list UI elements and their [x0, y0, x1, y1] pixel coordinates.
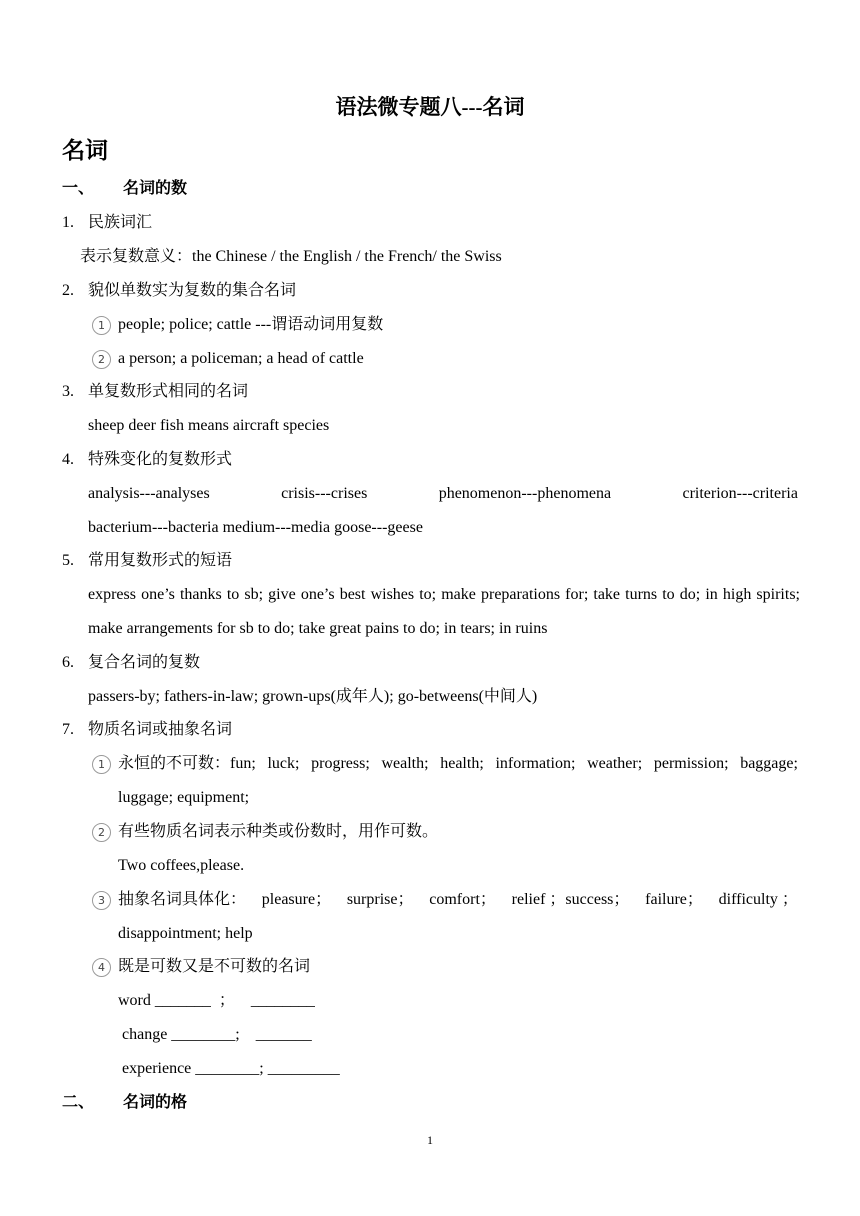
- item-7-label: 物质名词或抽象名词: [88, 721, 233, 738]
- item-6-label: 复合名词的复数: [88, 654, 201, 671]
- item-7-sub-4: 既是可数又是不可数的名词: [118, 958, 311, 975]
- item-7: [62, 720, 233, 740]
- uncountable-word: luck;: [267, 755, 300, 772]
- item-5-number: 5.: [62, 552, 74, 569]
- abstract-word: failure；: [645, 891, 703, 908]
- item-3-number: 3.: [62, 383, 74, 400]
- uncountable-word: baggage;: [740, 755, 798, 772]
- item-1-number: 1.: [62, 214, 74, 231]
- section-2-number: 二、: [62, 1094, 95, 1111]
- item-2: [62, 281, 297, 301]
- item-1: [62, 213, 153, 233]
- uncountable-word: progress;: [311, 755, 370, 772]
- plural-pair: criterion---criteria: [682, 485, 798, 502]
- plural-pair: analysis---analyses: [88, 485, 210, 502]
- item-6: [62, 653, 201, 673]
- circled-number-1-marker: 1: [92, 755, 111, 774]
- uncountable-word: permission;: [653, 755, 729, 772]
- item-1-text: 表示复数意义：the Chinese / the English / the French/ the Swiss: [80, 248, 502, 265]
- abstract-word: surprise；: [346, 891, 414, 908]
- page-number: 1: [427, 1133, 433, 1147]
- item-1-label: 民族词汇: [88, 214, 153, 231]
- section-2-label: 名词的格: [123, 1094, 188, 1111]
- section-1: [62, 179, 188, 199]
- fill-blank-row: word _______ ； ________: [118, 992, 315, 1009]
- abstract-word: 抽象名词具体化：: [118, 891, 247, 908]
- item-3-text: sheep deer fish means aircraft species: [88, 417, 330, 434]
- fill-blank-row: experience ________; _________: [118, 1060, 340, 1077]
- abstract-word: difficulty ；: [718, 891, 798, 908]
- section-heading: 名词: [62, 138, 108, 163]
- item-7-sub-3-line-1: [118, 890, 798, 910]
- uncountable-word: 永恒的不可数：fun;: [118, 755, 256, 772]
- item-7-sub-1-line-1: [118, 754, 798, 774]
- item-2-sub-1: people; police; cattle ---谓语动词用复数: [118, 316, 384, 333]
- uncountable-word: health;: [440, 755, 484, 772]
- item-4: [62, 450, 233, 470]
- circled-number-2-marker: 2: [92, 350, 111, 369]
- abstract-word: pleasure；: [261, 891, 332, 908]
- item-2-label: 貌似单数实为复数的集合名词: [88, 282, 297, 299]
- circled-number-3-marker: 3: [92, 891, 111, 910]
- item-7-number: 7.: [62, 721, 74, 738]
- circled-number-2-marker: 2: [92, 823, 111, 842]
- abstract-word: comfort；: [429, 891, 496, 908]
- item-4-row-2: bacterium---bacteria medium---media goose---geese: [88, 519, 423, 536]
- uncountable-word: wealth;: [381, 755, 429, 772]
- item-5-label: 常用复数形式的短语: [88, 552, 233, 569]
- item-4-number: 4.: [62, 451, 74, 468]
- plural-pair: crisis---crises: [281, 485, 368, 502]
- circled-number-1-marker: 1: [92, 316, 111, 335]
- circled-number-4-marker: 4: [92, 958, 111, 977]
- item-4-row-1: [88, 484, 798, 504]
- uncountable-word: information;: [495, 755, 576, 772]
- item-7-sub-2: 有些物质名词表示种类或份数时，用作可数。: [118, 823, 439, 840]
- section-1-label: 名词的数: [123, 180, 188, 197]
- section-2: [62, 1093, 188, 1113]
- item-7-sub-2-example: Two coffees,please.: [118, 857, 245, 874]
- section-1-number: 一、: [62, 180, 95, 197]
- item-3-label: 单复数形式相同的名词: [88, 383, 249, 400]
- item-3: [62, 382, 249, 402]
- page-title: 语法微专题八---名词: [335, 95, 525, 119]
- item-6-text: passers-by; fathers-in-law; grown-ups(成年人); go-betweens(中间人): [88, 688, 538, 705]
- plural-pair: phenomenon---phenomena: [438, 485, 612, 502]
- item-7-sub-1-line-2: luggage; equipment;: [118, 789, 250, 806]
- abstract-word: relief ；success；: [511, 891, 630, 908]
- item-6-number: 6.: [62, 654, 74, 671]
- item-4-label: 特殊变化的复数形式: [88, 451, 233, 468]
- item-5-text: express one’s thanks to sb; give one’s best wishes to; make preparations for; take turns to do; in high spirits; make arrangements for sb to do; take great pains to do; in tears; in ruins: [88, 586, 800, 637]
- uncountable-word: weather;: [587, 755, 643, 772]
- item-2-number: 2.: [62, 282, 74, 299]
- item-5: [62, 551, 233, 571]
- fill-blank-row: change ________; _______: [118, 1026, 312, 1043]
- item-2-sub-2: a person; a policeman; a head of cattle: [118, 350, 364, 367]
- item-7-sub-3-line-2: disappointment; help: [118, 925, 253, 942]
